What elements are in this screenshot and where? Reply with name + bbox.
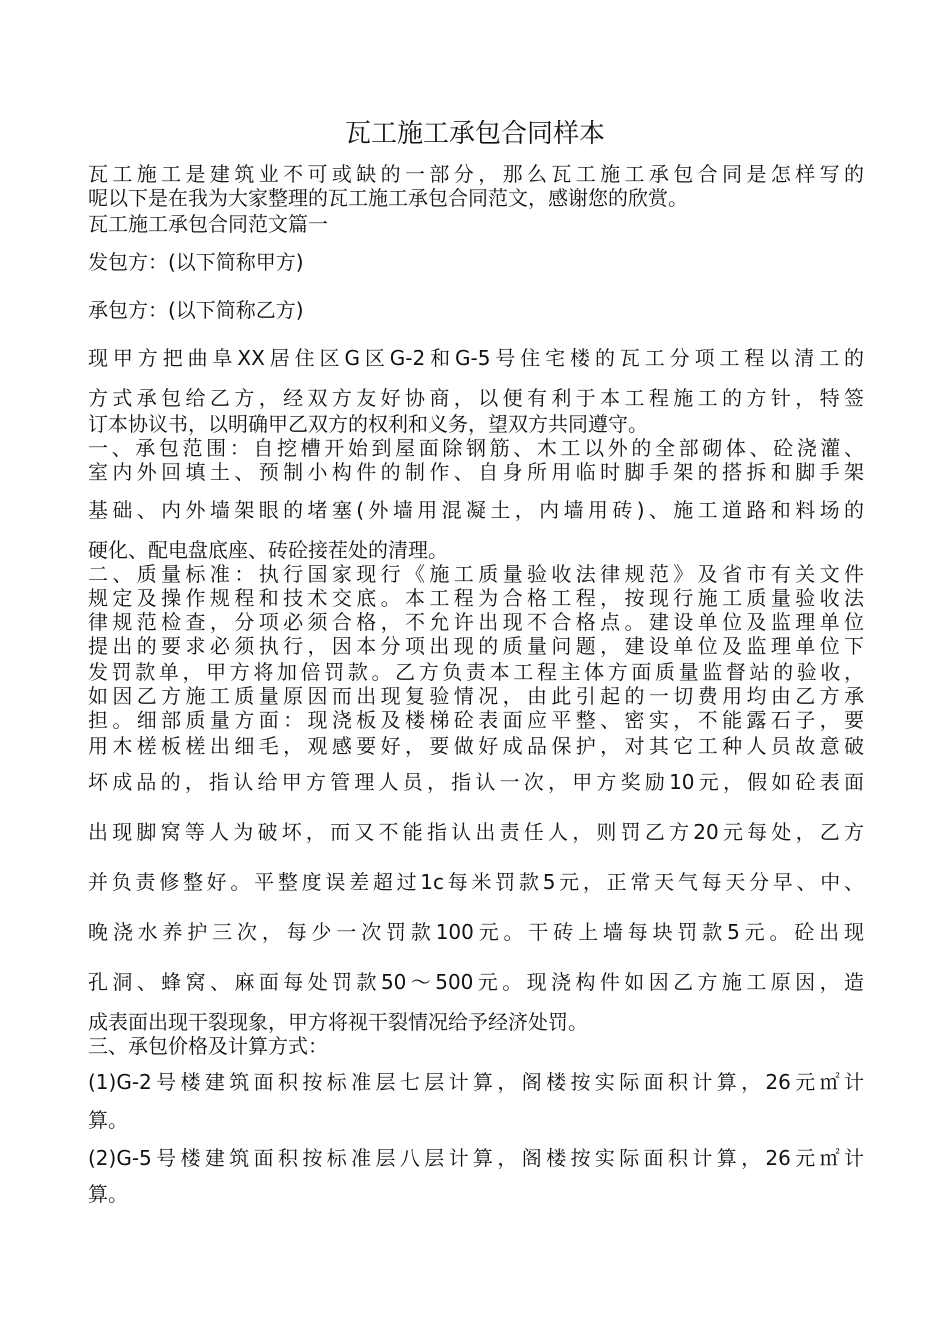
quality-line-9: 坏成品的，指认给甲方管理人员，指认一次，甲方奖励10元，假如砼表面 xyxy=(88,770,864,794)
quality-line-4: 提出的要求必须执行，因本分项出现的质量问题，建设单位及监理单位下 xyxy=(88,634,864,658)
price-item-2-line-2: 算。 xyxy=(88,1182,128,1206)
section-heading-contract-1: 瓦工施工承包合同范文篇一 xyxy=(88,212,328,236)
price-item-1-line-2: 算。 xyxy=(88,1108,128,1132)
preamble-line-2: 方式承包给乙方，经双方友好协商，以便有利于本工程施工的方针，特签 xyxy=(88,386,864,410)
party-a-line: 发包方：(以下简称甲方) xyxy=(88,250,304,274)
scope-line-1: 一、承包范围：自挖槽开始到屋面除钢筋、木工以外的全部砌体、砼浇灌、 xyxy=(88,436,864,460)
scope-line-3: 基础、内外墙架眼的堵塞(外墙用混凝土，内墙用砖)、施工道路和料场的 xyxy=(88,498,864,522)
intro-line-1: 瓦工施工是建筑业不可或缺的一部分，那么瓦工施工承包合同是怎样写的 xyxy=(88,162,864,186)
scope-line-4: 硬化、配电盘底座、砖砼接茬处的清理。 xyxy=(88,538,448,562)
quality-line-13: 孔洞、蜂窝、麻面每处罚款50～500元。现浇构件如因乙方施工原因，造 xyxy=(88,970,864,994)
scope-line-2: 室内外回填土、预制小构件的制作、自身所用临时脚手架的搭拆和脚手架 xyxy=(88,460,864,484)
price-heading: 三、承包价格及计算方式： xyxy=(88,1034,328,1058)
quality-line-8: 用木槎板槎出细毛，观感要好，要做好成品保护，对其它工种人员故意破 xyxy=(88,734,864,758)
quality-line-3: 律规范检查，分项必须合格，不允许出现不合格点。建设单位及监理单位 xyxy=(88,610,864,634)
intro-line-2: 呢以下是在我为大家整理的瓦工施工承包合同范文，感谢您的欣赏。 xyxy=(88,186,688,210)
quality-line-1: 二、质量标准：执行国家现行《施工质量验收法律规范》及省市有关文件 xyxy=(88,562,864,586)
document-title: 瓦工施工承包合同样本 xyxy=(344,119,605,149)
quality-line-6: 如因乙方施工质量原因而出现复验情况，由此引起的一切费用均由乙方承 xyxy=(88,684,864,708)
preamble-line-1: 现甲方把曲阜XX居住区G区G-2和G-5号住宅楼的瓦工分项工程以清工的 xyxy=(88,346,864,370)
quality-line-11: 并负责修整好。平整度误差超过1c每米罚款5元，正常天气每天分早、中、 xyxy=(88,870,864,894)
party-b-line: 承包方：(以下简称乙方) xyxy=(88,298,304,322)
quality-line-2: 规定及操作规程和技术交底。本工程为合格工程，按现行施工质量验收法 xyxy=(88,586,864,610)
quality-line-10: 出现脚窝等人为破坏，而又不能指认出责任人，则罚乙方20元每处，乙方 xyxy=(88,820,864,844)
quality-line-7: 担。细部质量方面：现浇板及楼梯砼表面应平整、密实，不能露石子，要 xyxy=(88,708,864,732)
quality-line-12: 晚浇水养护三次，每少一次罚款100元。干砖上墙每块罚款5元。砼出现 xyxy=(88,920,864,944)
preamble-line-3: 订本协议书，以明确甲乙双方的权利和义务，望双方共同遵守。 xyxy=(88,412,648,436)
quality-line-5: 发罚款单，甲方将加倍罚款。乙方负责本工程主体方面质量监督站的验收， xyxy=(88,660,864,684)
quality-line-14: 成表面出现干裂现象，甲方将视干裂情况给予经济处罚。 xyxy=(88,1010,588,1034)
price-item-1-line-1: (1)G-2号楼建筑面积按标准层七层计算，阁楼按实际面积计算，26元㎡计 xyxy=(88,1070,864,1094)
price-item-2-line-1: (2)G-5号楼建筑面积按标准层八层计算，阁楼按实际面积计算，26元㎡计 xyxy=(88,1146,864,1170)
